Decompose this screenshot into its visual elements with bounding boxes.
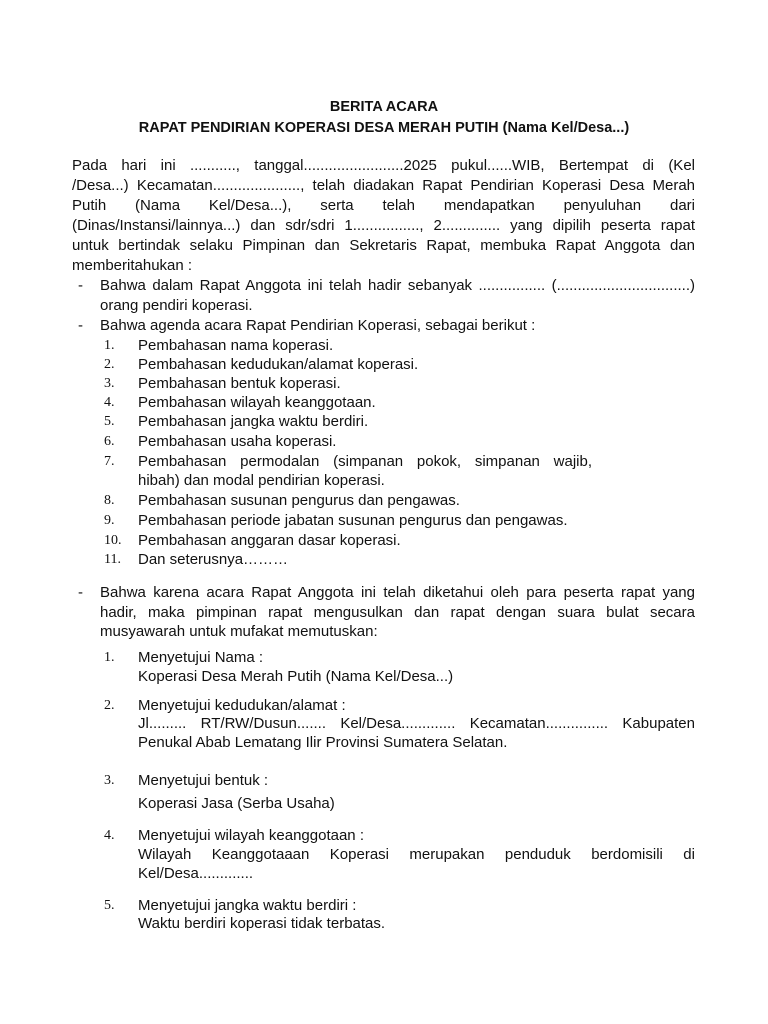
bullet-dash: - <box>78 317 83 334</box>
decision-detail: Koperasi Jasa (Serba Usaha) <box>138 795 335 812</box>
decision-detail-continued: Penukal Abab Lematang Ilir Provinsi Sumatera Selatan. <box>138 734 508 751</box>
decision-heading: Menyetujui bentuk : <box>138 772 269 789</box>
decision-number: 1. <box>104 650 115 665</box>
intro-line: Pada hari ini ..........., tanggal........................2025 pukul......WIB, Bertempat di (Kel <box>72 157 695 174</box>
intro-line: (Dinas/Instansi/lainnya...) dan sdr/sdri 1................, 2.............. yang dipilih peserta rapat <box>72 217 695 234</box>
agenda-number: 5. <box>104 414 115 429</box>
point-2-text: Bahwa agenda acara Rapat Pendirian Koperasi, sebagai berikut : <box>100 317 536 334</box>
agenda-number: 2. <box>104 357 115 372</box>
agenda-number: 9. <box>104 513 115 528</box>
agenda-item-continued: hibah) dan modal pendirian koperasi. <box>138 472 385 489</box>
decision-heading: Menyetujui wilayah keanggotaan : <box>138 827 364 844</box>
agenda-item: Pembahasan wilayah keanggotaan. <box>138 394 376 411</box>
agenda-number: 1. <box>104 338 115 353</box>
decision-detail-continued: Kel/Desa............. <box>138 865 254 882</box>
agenda-number: 3. <box>104 376 115 391</box>
decision-detail: Koperasi Desa Merah Putih (Nama Kel/Desa...) <box>138 668 454 685</box>
point-3-line: musyawarah untuk mufakat memutuskan: <box>100 623 378 640</box>
decision-number: 4. <box>104 828 115 843</box>
bullet-dash: - <box>78 584 83 601</box>
agenda-item: Pembahasan permodalan (simpanan pokok, simpanan wajib, <box>138 453 592 470</box>
agenda-number: 11. <box>104 552 121 567</box>
intro-line: memberitahukan : <box>72 257 193 274</box>
point-3-line: Bahwa karena acara Rapat Anggota ini telah diketahui oleh para peserta rapat yang <box>100 584 695 601</box>
agenda-item: Pembahasan kedudukan/alamat koperasi. <box>138 356 419 373</box>
agenda-item: Pembahasan nama koperasi. <box>138 337 334 354</box>
point-3-line: hadir, maka pimpinan rapat mengusulkan dan rapat dengan suara bulat secara <box>100 604 695 621</box>
point-1-line: orang pendiri koperasi. <box>100 297 253 314</box>
agenda-item: Pembahasan anggaran dasar koperasi. <box>138 532 401 549</box>
agenda-number: 4. <box>104 395 115 410</box>
decision-heading: Menyetujui kedudukan/alamat : <box>138 697 346 714</box>
point-1-line: Bahwa dalam Rapat Anggota ini telah hadir sebanyak ................ (................................) <box>100 277 695 294</box>
agenda-number: 10. <box>104 533 122 548</box>
agenda-number: 6. <box>104 434 115 449</box>
decision-detail: Jl......... RT/RW/Dusun....... Kel/Desa............. Kecamatan............... Kabupaten <box>138 715 695 732</box>
decision-heading: Menyetujui Nama : <box>138 649 264 666</box>
decision-detail: Waktu berdiri koperasi tidak terbatas. <box>138 915 386 932</box>
document-subtitle: RAPAT PENDIRIAN KOPERASI DESA MERAH PUTIH (Nama Kel/Desa...) <box>138 120 630 136</box>
bullet-dash: - <box>78 277 83 294</box>
decision-detail: Wilayah Keanggotaaan Koperasi merupakan penduduk berdomisili di <box>138 846 695 863</box>
agenda-item: Pembahasan jangka waktu berdiri. <box>138 413 369 430</box>
agenda-item: Pembahasan susunan pengurus dan pengawas. <box>138 492 460 509</box>
intro-line: /Desa...) Kecamatan....................., telah diadakan Rapat Pendirian Koperasi Desa Merah <box>72 177 695 194</box>
decision-number: 2. <box>104 698 115 713</box>
agenda-number: 8. <box>104 493 115 508</box>
agenda-number: 7. <box>104 454 115 469</box>
agenda-item: Pembahasan periode jabatan susunan pengurus dan pengawas. <box>138 512 568 529</box>
agenda-item: Dan seterusnya……… <box>138 551 289 568</box>
decision-number: 5. <box>104 898 115 913</box>
intro-line: untuk bertindak selaku Pimpinan dan Sekretaris Rapat, membuka Rapat Anggota dan <box>72 237 695 254</box>
decision-heading: Menyetujui jangka waktu berdiri : <box>138 897 357 914</box>
decision-number: 3. <box>104 773 115 788</box>
agenda-item: Pembahasan bentuk koperasi. <box>138 375 341 392</box>
document-title: BERITA ACARA <box>329 99 439 115</box>
agenda-item: Pembahasan usaha koperasi. <box>138 433 337 450</box>
intro-line: Putih (Nama Kel/Desa...), serta telah mendapatkan penyuluhan dari <box>72 197 695 214</box>
